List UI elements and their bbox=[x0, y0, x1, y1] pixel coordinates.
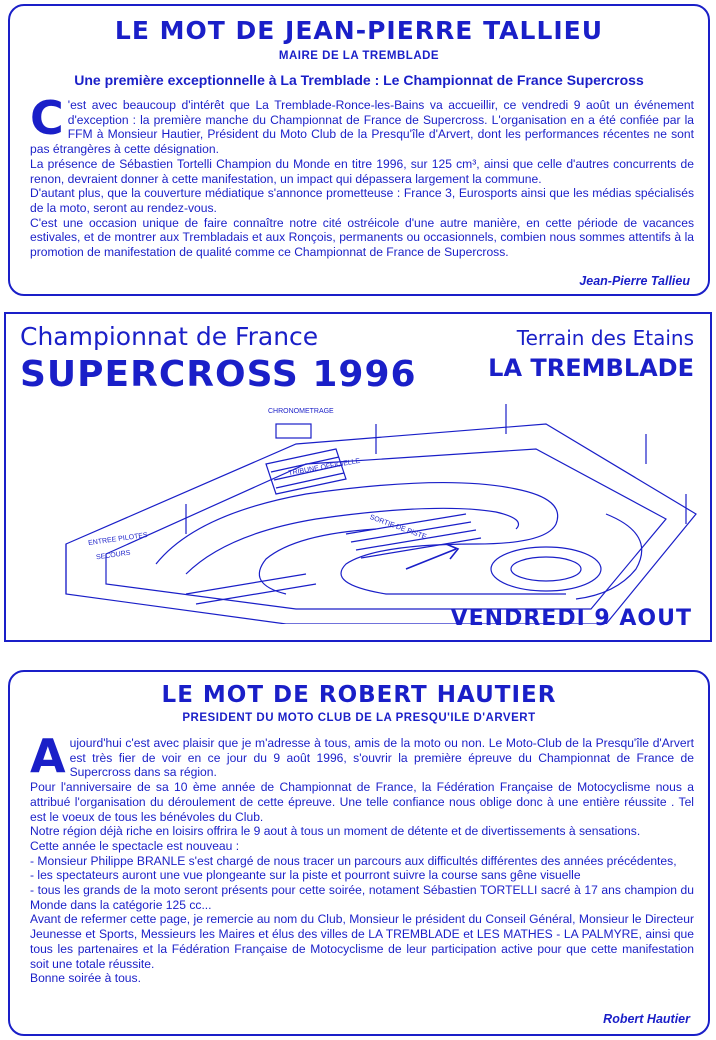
section-title: LE MOT DE JEAN-PIERRE TALLIEU bbox=[114, 16, 604, 45]
paragraph: Notre région déjà riche en loisirs offrira le 9 aout à tous un moment de détente et de divertissements à sensations. bbox=[30, 824, 641, 839]
track-illustration bbox=[46, 394, 706, 624]
paragraph: D'autant plus, que la couverture médiatique s'annonce prometteuse : France 3, Eurosports ainsi que les médias spécialisés de la moto, seront au rendez-vous. bbox=[30, 186, 694, 215]
section-title: LE MOT DE ROBERT HAUTIER bbox=[161, 682, 557, 708]
signature: Robert Hautier bbox=[603, 1012, 690, 1026]
drop-cap: A bbox=[30, 729, 66, 783]
section-subtitle: PRESIDENT DU MOTO CLUB DE LA PRESQU'ILE D'ARVERT bbox=[182, 712, 536, 724]
paragraph: - les spectateurs auront une vue plongeante sur la piste et pourront suivre la course sans gêne visuelle bbox=[30, 868, 581, 883]
poster-date: VENDREDI 9 AOUT bbox=[450, 606, 692, 631]
paragraph: - tous les grands de la moto seront présents pour cette soirée, notament Sébastien TORTELLI sacré à 17 ans champion du Monde dans la catégorie 125 cc... bbox=[30, 883, 694, 912]
paragraph: Cette année le spectacle est nouveau : bbox=[30, 838, 240, 853]
poster-venue2: LA TREMBLADE bbox=[488, 354, 694, 382]
label-chrono: CHRONOMETRAGE bbox=[268, 408, 334, 415]
article-body bbox=[30, 91, 694, 260]
paragraph: 'est avec beaucoup d'intérêt que La Tremblade-Ronce-les-Bains va accueillir, ce vendredi 9 août un événement d'exception : la première manche du Championnat de France de Supercross. L'organisation en a été confiée par la FFM à Monsieur Hautier, Président du Moto Club de la Presqu'île d'Arvert, dont les performances récentes ne sont pas étrangères à cette désignation. bbox=[30, 98, 694, 157]
label-tribune: TRIBUNE OFFICIELLE bbox=[287, 457, 361, 478]
poster-venue1: Terrain des Etains bbox=[516, 326, 694, 350]
paragraph: Bonne soirée à tous. bbox=[30, 971, 141, 986]
drop-cap: C bbox=[30, 91, 64, 145]
hautier-section bbox=[8, 670, 710, 1036]
paragraph: La présence de Sébastien Tortelli Champion du Monde en titre 1996, sur 125 cm³, ainsi que celle d'autres concurrents de renon, devraient donner à cette manifestation, un impact qui dépassera largement la commune. bbox=[30, 156, 694, 186]
article-body bbox=[30, 729, 694, 986]
label-secours: SECOURS bbox=[95, 549, 131, 562]
paragraph: Pour l'anniversaire de sa 10 ème année de Championnat de France, la Fédération Française de Motocyclisme nous a attribué l'organisation du déroulement de cette épreuve. Une telle confiance nous oblige donc à une entière réussite . Tel est le voeux de tous les bénévoles du Club. bbox=[30, 780, 694, 824]
paragraph: - Monsieur Philippe BRANLE s'est chargé de nous tracer un parcours aux difficultés différentes des années précédentes, bbox=[30, 853, 677, 868]
section-headline: Une première exceptionnelle à La Tremblade : Le Championnat de France Supercross bbox=[74, 72, 644, 88]
poster-line1: Championnat de France bbox=[20, 322, 319, 351]
poster-line2: SUPERCROSS 1996 bbox=[20, 354, 417, 395]
supercross-poster bbox=[4, 312, 712, 642]
section-subtitle: MAIRE DE LA TREMBLADE bbox=[278, 50, 440, 62]
paragraph: ujourd'hui c'est avec plaisir que je m'adresse à tous, amis de la moto ou non. Le Moto-Club de la Presqu'île d'Arvert est très fier de voir en ce jour du 9 août 1996, s'ouvrir la première épreuve du Championnat de France de Supercross dans sa région. bbox=[69, 736, 694, 780]
label-entree: ENTREE PILOTES bbox=[87, 531, 149, 548]
paragraph: Avant de refermer cette page, je remercie au nom du Club, Monsieur le président du Conseil Général, Monsieur le Directeur Jeunesse et Sports, Messieurs les Maires et élus des villes de LA TREMBLADE et LES MATHES - LA PALMYRE, ainsi que tous les partenaires et la Fédération Française de Motocyclisme de leur participation active pour que cette manifestation soit une totale réussite. bbox=[30, 912, 694, 971]
paragraph: C'est une occasion unique de faire connaître notre cité ostréicole d'une autre manière, en cette période de vacances estivales, et de montrer aux Trembladais et aux Ronçois, permanents ou occasionnels, combien nous sommes attentifs à la promotion de manifestation de qualité comme ce Championnat de France de Supercross. bbox=[30, 215, 694, 260]
label-sortie: SORTIE DE PISTE bbox=[368, 513, 428, 542]
tallieu-section bbox=[8, 4, 710, 296]
signature: Jean-Pierre Tallieu bbox=[579, 274, 690, 288]
